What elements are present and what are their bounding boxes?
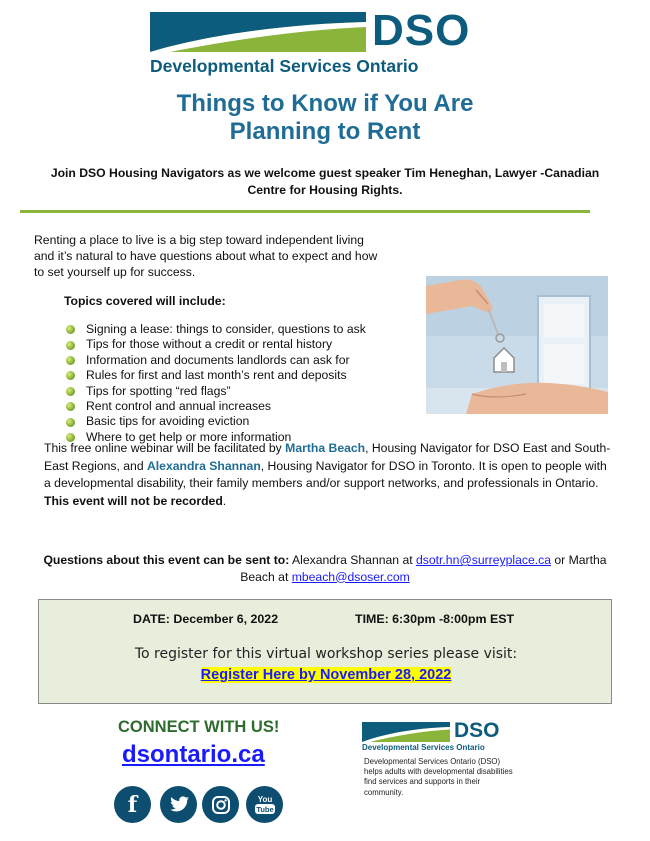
bullet-icon bbox=[66, 325, 75, 334]
event-date: DATE: December 6, 2022 bbox=[133, 612, 279, 626]
questions-contact: Questions about this event can be sent to: Alexandra Shannan at dsotr.hn@surreyplace.ca or Martha Beach at mbeach@dsoser.com bbox=[43, 553, 607, 584]
about-dso-text: Developmental Services Ontario (DSO) helps adults with developmental disabilities find services and supports in their community. bbox=[364, 757, 513, 797]
list-item: Where to get help or more information bbox=[66, 430, 366, 445]
connect-heading: CONNECT WITH US! bbox=[118, 718, 280, 736]
recording-note: This event will not be recorded bbox=[44, 493, 223, 508]
list-item: Information and documents landlords can ask for bbox=[66, 353, 366, 368]
event-time: TIME: 6:30pm -8:00pm EST bbox=[355, 612, 515, 626]
bullet-icon bbox=[66, 356, 75, 365]
facilitator-name: Martha Beach bbox=[285, 441, 366, 455]
topics-heading: Topics covered will include: bbox=[64, 294, 226, 308]
register-text: To register for this virtual workshop series please visit: bbox=[134, 646, 518, 662]
title-line-2: Planning to Rent bbox=[229, 118, 421, 145]
svg-text:Tube: Tube bbox=[255, 804, 274, 814]
bullet-icon bbox=[66, 387, 75, 396]
dso-logo bbox=[150, 6, 480, 80]
house-key-photo bbox=[426, 276, 608, 414]
list-item: Rules for first and last month’s rent and deposits bbox=[66, 368, 366, 383]
logo-org-name: Developmental Services Ontario bbox=[362, 743, 485, 752]
event-details-box bbox=[38, 599, 612, 704]
register-link[interactable]: Register Here by November 28, 2022 bbox=[200, 667, 452, 683]
topics-list bbox=[66, 322, 366, 445]
list-item: Tips for spotting “red flags” bbox=[66, 384, 366, 399]
instagram-icon[interactable] bbox=[202, 786, 239, 823]
dso-logo-small bbox=[362, 719, 502, 762]
website-link[interactable]: dsontario.ca bbox=[122, 741, 265, 768]
email-link-martha[interactable]: mbeach@dsoser.com bbox=[291, 569, 410, 584]
webinar-description: This free online webinar will be facilitated by Martha Beach, Housing Navigator for DSO East and South-East Regions, and Alexandra Shannan, Housing Navigator for DSO in Toronto. It is open to people with a developmental disability, their family members and/or support networks, and professionals in Ontario. This event will not be recorded. bbox=[44, 441, 611, 508]
list-item: Signing a lease: things to consider, questions to ask bbox=[66, 322, 366, 337]
youtube-icon[interactable] bbox=[246, 786, 283, 823]
facilitator-name: Alexandra Shannan bbox=[146, 458, 261, 473]
logo-swoosh-icon bbox=[150, 12, 366, 52]
page-title bbox=[0, 90, 650, 146]
email-link-alexandra[interactable]: dsotr.hn@surreyplace.ca bbox=[416, 553, 551, 567]
list-item: Rent control and annual increases bbox=[66, 399, 366, 414]
logo-wordmark: DSO bbox=[372, 6, 471, 55]
intro-text: Join DSO Housing Navigators as we welcome guest speaker Tim Heneghan, Lawyer -Canadian Centre for Housing Rights. bbox=[50, 166, 600, 197]
logo-wordmark: DSO bbox=[454, 719, 500, 742]
bullet-icon bbox=[66, 341, 75, 350]
twitter-icon[interactable] bbox=[160, 786, 197, 823]
list-item: Tips for those without a credit or rental history bbox=[66, 337, 366, 352]
logo-swoosh-icon bbox=[362, 722, 450, 742]
facebook-icon[interactable]: f bbox=[114, 786, 151, 823]
title-line-1: Things to Know if You Are bbox=[176, 90, 474, 117]
bullet-icon bbox=[66, 418, 75, 427]
bullet-icon bbox=[66, 402, 75, 411]
list-item: Basic tips for avoiding eviction bbox=[66, 414, 366, 429]
lead-paragraph: Renting a place to live is a big step toward independent living and it’s natural to have questions about what to expect and how to set yourself up for success. bbox=[34, 233, 378, 279]
bullet-icon bbox=[66, 371, 75, 380]
section-divider bbox=[20, 210, 590, 213]
logo-org-name: Developmental Services Ontario bbox=[150, 56, 419, 76]
svg-text:You: You bbox=[257, 794, 272, 804]
